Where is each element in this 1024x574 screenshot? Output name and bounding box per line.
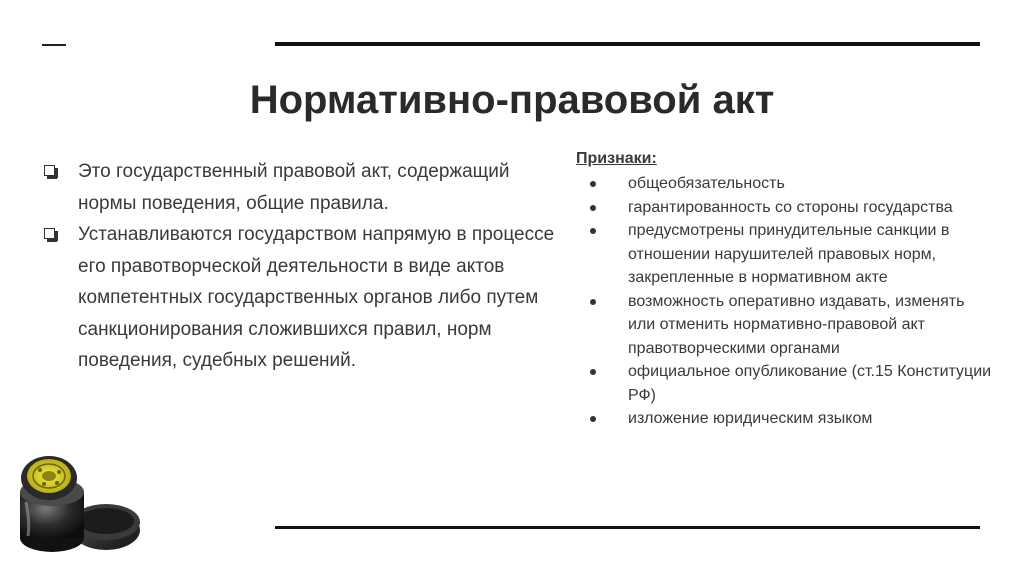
dot-bullet-icon: [590, 369, 596, 375]
dot-bullet-icon: [590, 228, 596, 234]
sign-text: гарантированность со стороны государства: [628, 198, 953, 216]
definition-item: [42, 156, 562, 219]
slide-title: Нормативно-правовой акт: [249, 78, 775, 122]
sign-text: возможность оперативно издавать, изменять или отменить нормативно-правовой акт правотворческими органами: [628, 292, 965, 357]
sign-text: общеобязательность: [628, 175, 785, 192]
sign-item: [576, 196, 996, 220]
dot-bullet-icon: [590, 416, 596, 422]
signs-list: [576, 172, 996, 431]
signs-block: [576, 148, 996, 431]
sign-text: официальное опубликование (ст.15 Конституции РФ): [628, 363, 992, 404]
sign-item: [576, 407, 996, 431]
definition-text: Устанавливаются государством напрямую в процессе его правотворческой деятельности в виде актов компетентных государственных органов либо путем санкционирования сложившихся правил, норм поведения, судебных решений.: [78, 224, 555, 371]
definition-item: [42, 219, 562, 377]
sign-text: изложение юридическим языком: [628, 410, 873, 427]
sign-text: предусмотрены принудительные санкции в отношении нарушителей правовых норм, закрепленные в нормативном акте: [628, 222, 950, 286]
bottom-divider: [275, 526, 980, 529]
dot-bullet-icon: [590, 299, 596, 305]
signs-heading: Признаки:: [576, 150, 657, 167]
top-divider: [275, 42, 980, 46]
definition-list: [42, 156, 562, 377]
top-dash-divider: [42, 44, 66, 46]
sign-item: [576, 172, 996, 196]
definition-text: Это государственный правовой акт, содержащий нормы поведения, общие правила.: [78, 161, 510, 214]
sign-item: [576, 360, 996, 407]
stamp-icon: [4, 432, 154, 567]
checkbox-bullet-icon: [44, 165, 55, 176]
sign-item: [576, 219, 996, 290]
dot-bullet-icon: [590, 181, 596, 187]
checkbox-bullet-icon: [44, 228, 55, 239]
dot-bullet-icon: [590, 205, 596, 211]
sign-item: [576, 290, 996, 361]
